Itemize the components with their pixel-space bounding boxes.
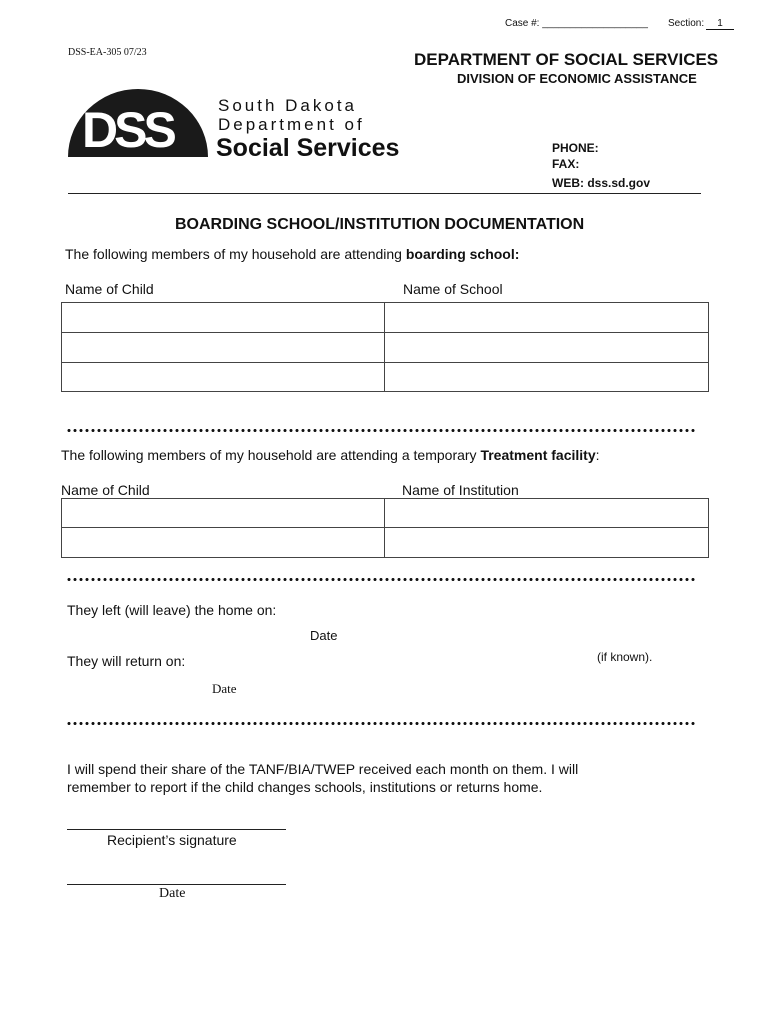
treatment-intro-suffix: : xyxy=(595,447,600,463)
treatment-table xyxy=(61,498,709,558)
form-title: BOARDING SCHOOL/INSTITUTION DOCUMENTATION xyxy=(175,216,585,233)
section-label: Section: xyxy=(668,18,705,29)
fax-label: FAX: xyxy=(552,157,580,171)
treatment-intro-text: The following members of my household are attending a temporary xyxy=(61,447,481,463)
case-number-label: Case #: ___________________ xyxy=(505,18,648,29)
treatment-col-child: Name of Child xyxy=(61,482,150,498)
statement-line-1: I will spend their share of the TANF/BIA/TWEP received each month on them. I will xyxy=(67,761,579,777)
statement-line-2: remember to report if the child changes schools, institutions or returns home. xyxy=(67,779,543,795)
table-row xyxy=(62,303,709,333)
dss-logo-mark: DSS xyxy=(82,102,173,158)
treatment-child-cell[interactable] xyxy=(62,499,385,528)
left-home-label: They left (will leave) the home on: xyxy=(67,602,277,618)
treatment-institution-cell[interactable] xyxy=(385,528,709,558)
dotted-separator xyxy=(66,428,696,433)
treatment-child-cell[interactable] xyxy=(62,528,385,558)
form-code: DSS-EA-305 07/23 xyxy=(68,47,147,58)
logo-line-department: Department of xyxy=(218,115,365,134)
signature-date-line[interactable] xyxy=(67,884,286,885)
table-row xyxy=(62,363,709,392)
boarding-col-school: Name of School xyxy=(403,281,503,297)
department-title: DEPARTMENT OF SOCIAL SERVICES xyxy=(414,50,719,69)
dotted-separator xyxy=(66,721,696,726)
web-label: WEB: dss.sd.gov xyxy=(552,176,651,190)
boarding-child-cell[interactable] xyxy=(62,333,385,363)
return-date-caption: Date xyxy=(212,681,237,696)
dotted-separator xyxy=(66,577,696,582)
boarding-intro xyxy=(65,246,519,262)
logo-line-social-services: Social Services xyxy=(216,134,400,162)
dss-logo xyxy=(68,87,208,159)
left-date-caption: Date xyxy=(310,628,338,643)
table-row xyxy=(62,333,709,363)
boarding-school-cell[interactable] xyxy=(385,333,709,363)
boarding-intro-emphasis: boarding school: xyxy=(405,246,520,262)
boarding-intro-text: The following members of my household are attending xyxy=(65,246,406,262)
boarding-school-cell[interactable] xyxy=(385,303,709,333)
treatment-col-institution: Name of Institution xyxy=(402,482,519,498)
signature-date-label: Date xyxy=(159,886,186,901)
recipient-signature-label: Recipient’s signature xyxy=(107,832,237,848)
table-row xyxy=(62,528,709,558)
return-label: They will return on: xyxy=(67,653,186,669)
signature-line[interactable] xyxy=(67,829,286,830)
boarding-table xyxy=(61,302,709,392)
boarding-child-cell[interactable] xyxy=(62,363,385,392)
treatment-institution-cell[interactable] xyxy=(385,499,709,528)
treatment-intro xyxy=(61,447,600,463)
logo-line-south-dakota: South Dakota xyxy=(218,96,358,115)
boarding-school-cell[interactable] xyxy=(385,363,709,392)
header-rule xyxy=(68,193,701,194)
division-title: DIVISION OF ECONOMIC ASSISTANCE xyxy=(457,71,697,86)
table-row xyxy=(62,499,709,528)
if-known-note: (if known). xyxy=(597,650,653,664)
boarding-child-cell[interactable] xyxy=(62,303,385,333)
treatment-intro-emphasis: Treatment facility xyxy=(480,447,596,463)
phone-label: PHONE: xyxy=(552,141,599,155)
section-value: 1 xyxy=(706,18,734,30)
boarding-col-child: Name of Child xyxy=(65,281,154,297)
